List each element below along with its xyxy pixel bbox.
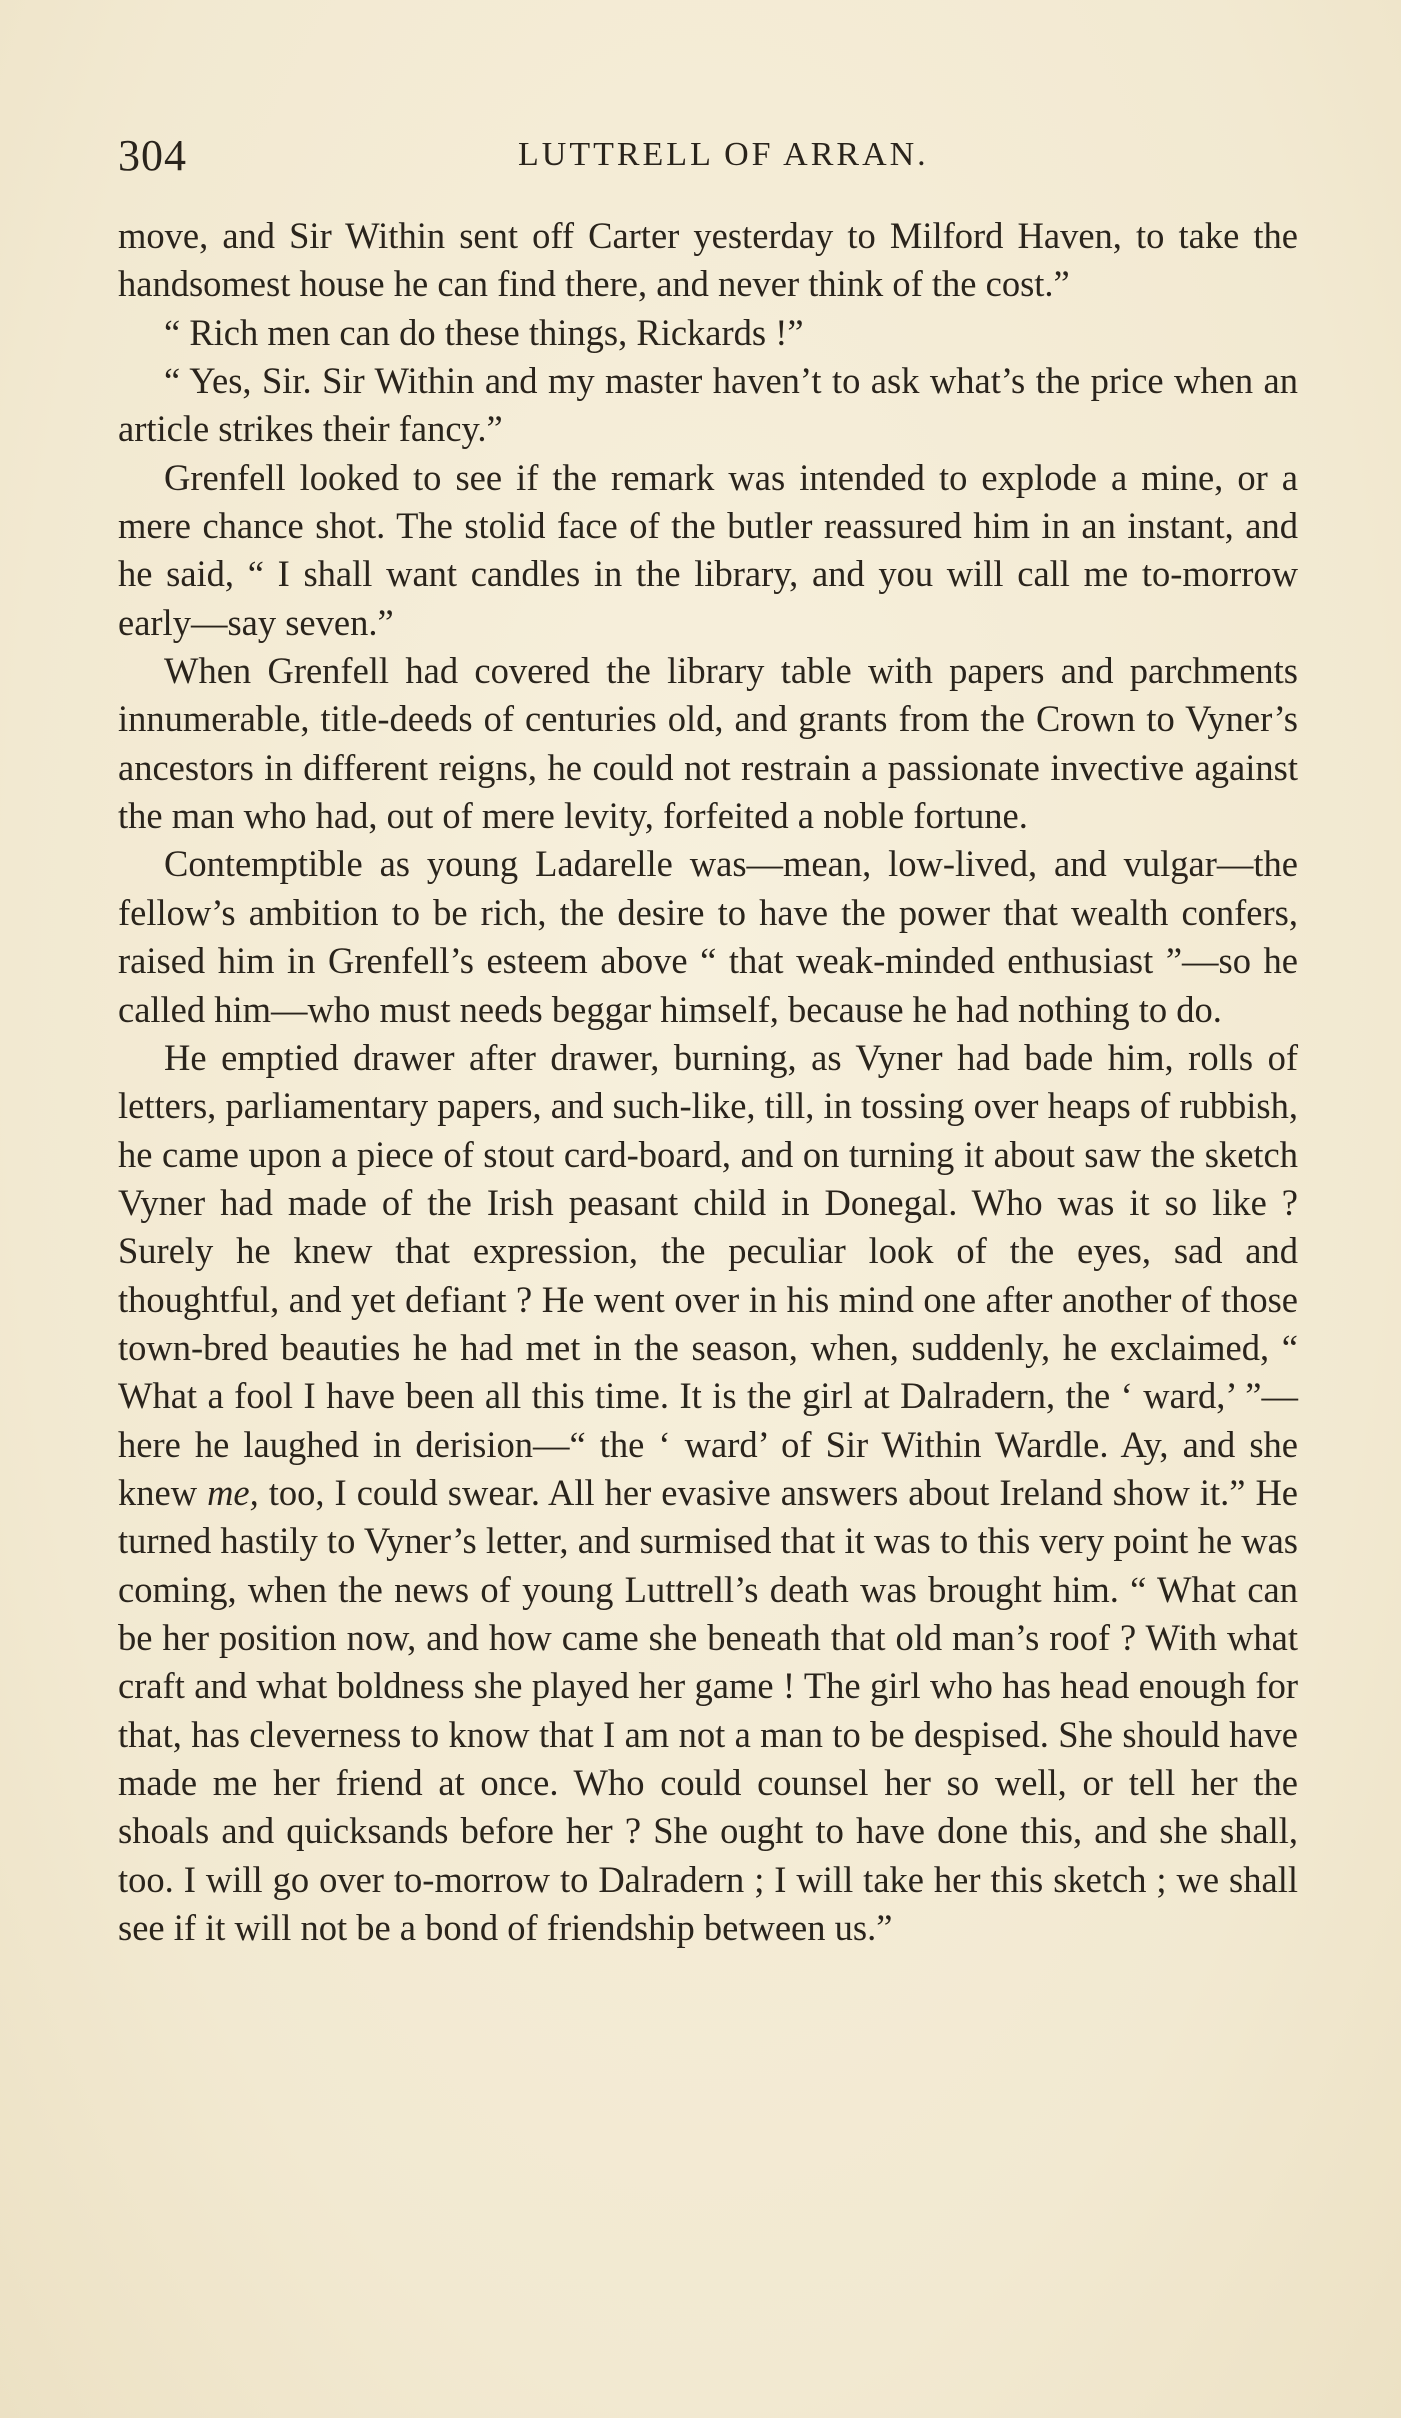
page-number: 304 [118, 131, 187, 180]
paragraph-text: too, I could swear. All her evasive answers about Ireland show it.” He turned hastily to Vyner’s letter, and surmised that it was to this very point he was coming, when the news of young Luttrell’s death was brought him. “ What can be her position now, and how came she beneath that old man’s roof ? With what craft and what boldness she played her game ! The girl who has head enough for that, has cleverness to know that I am not a man to be despised. She should have made me her friend at once. Who could counsel her so well, or tell her the shoals and quicksands before her ? She ought to have done this, and she shall, too. I will go over to-morrow to Dalradern ; I will take her this sketch ; we shall see if it will not be a bond of friendship between us.” [118, 1471, 1299, 1949]
paragraph-text: He emptied drawer after drawer, burning, as Vyner had bade him, rolls of letters, parliamentary papers, and such-like, till, in tossing over heaps of rubbish, he came upon a piece of stout card-board, and on turning it about saw the sketch Vyner had made of the Irish peasant child in Donegal. Who was it so like ? Surely he knew that expression, the peculiar look of the eyes, sad and thoughtful, and yet defiant ? He went over in his mind one after another of those town-bred beauties he had met in the season, when, suddenly, he exclaimed, “ What a fool I have been all this time. It is the girl at Dalradern, the ‘ ward,’ ”—here he laughed in derision—“ the ‘ ward’ of Sir Within Wardle. Ay, and she knew [118, 1036, 1298, 1513]
paragraph: When Grenfell had covered the library table with papers and parchments innumerable, title-deeds of centuries old, and grants from the Crown to Vyner’s ancestors in different reigns, he could not restrain a passionate invective against the man who had, out of mere levity, forfeited a noble fortune. [118, 650, 1298, 837]
paragraph: Contemptible as young Ladarelle was—mean, low-lived, and vulgar—the fellow’s ambition to be rich, the desire to have the power that wealth confers, raised him in Grenfell’s esteem above “ that weak-minded enthusiast ”—so he called him—who must needs beggar himself, because he had nothing to do. [118, 843, 1298, 1030]
paragraph: Grenfell looked to see if the remark was intended to explode a mine, or a mere chance shot. The stolid face of the butler reassured him in an instant, and he said, “ I shall want candles in the library, and you will call me to-morrow early—say seven.” [118, 456, 1298, 643]
page-header [118, 130, 1298, 190]
paragraph: “ Rich men can do these things, Rickards !” [164, 311, 804, 353]
paragraph: move, and Sir Within sent off Carter yesterday to Milford Haven, to take the handsomest house he can find there, and never think of the cost.” [118, 215, 1298, 305]
emphasized-word: me, [207, 1471, 259, 1513]
paragraph: “ Yes, Sir. Sir Within and my master haven’t to ask what’s the price when an article strikes their fancy.” [118, 360, 1298, 450]
body-text [118, 212, 1298, 1952]
paragraph [118, 1034, 1298, 1953]
running-title: LUTTRELL OF ARRAN. [518, 136, 929, 173]
